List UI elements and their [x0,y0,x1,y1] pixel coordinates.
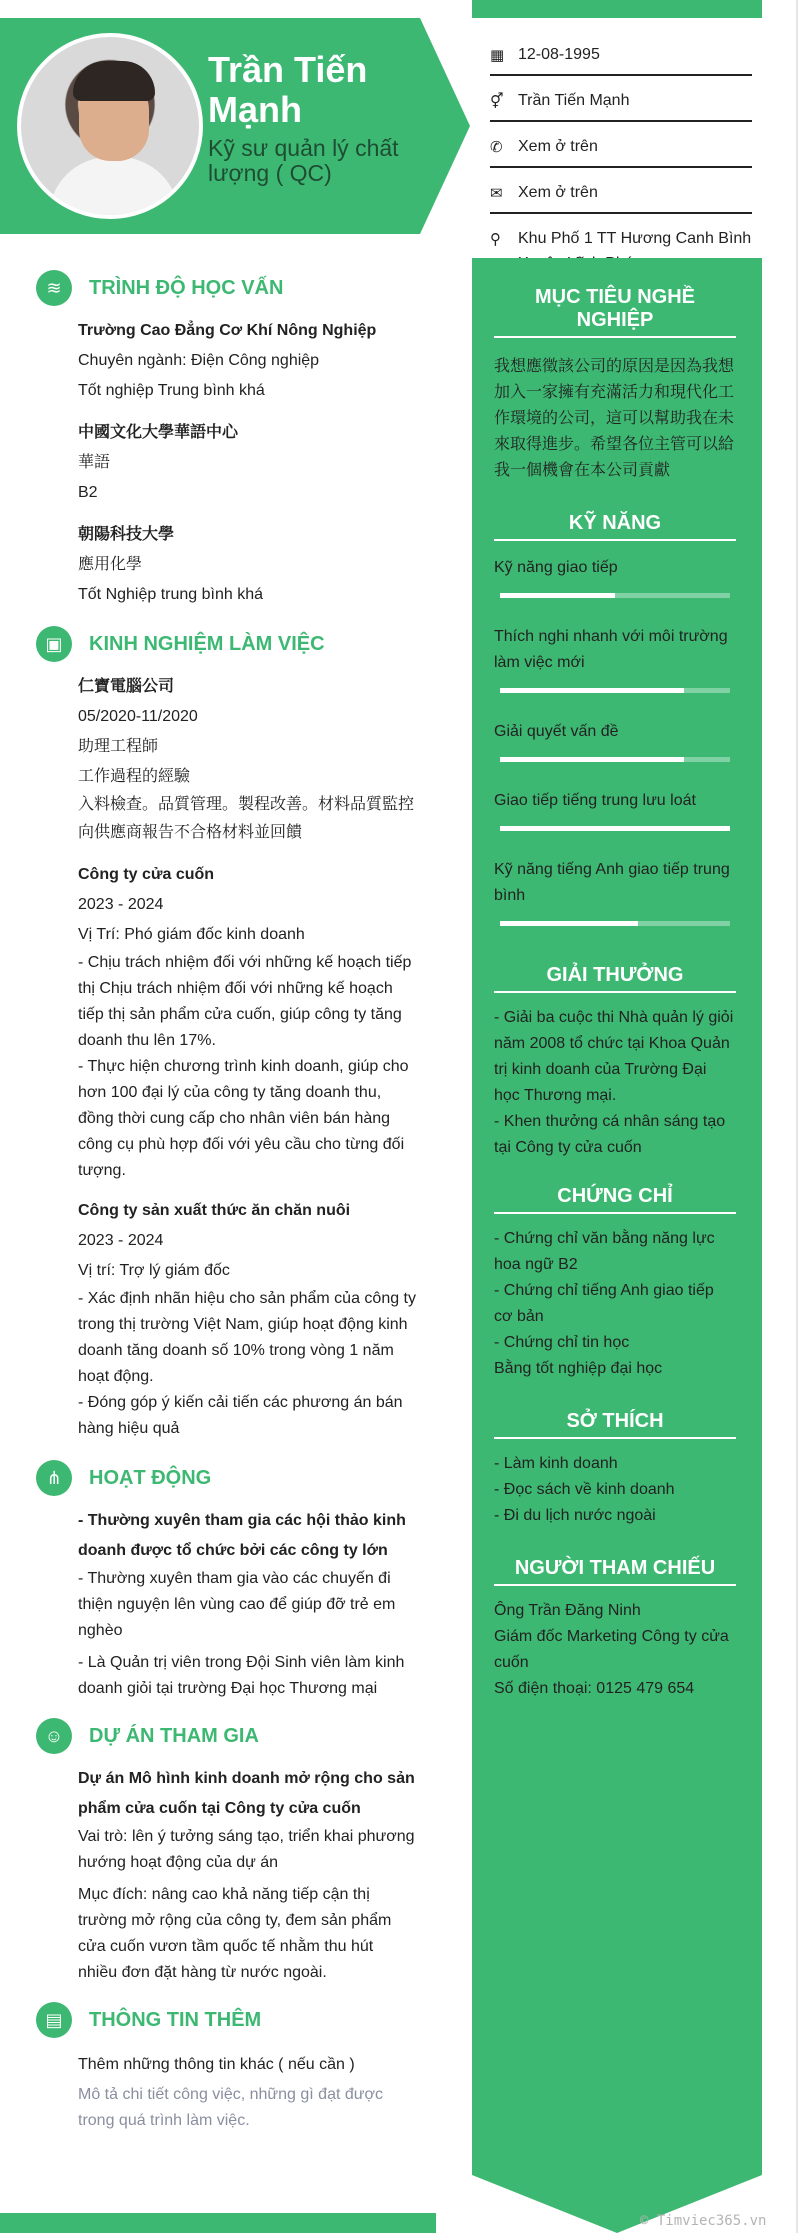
skill-name: Giao tiếp tiếng trung lưu loát [494,792,696,809]
skill-bar-fill [500,757,684,762]
certs-heading: CHỨNG CHỈ [494,1185,736,1214]
school-result: B2 [78,484,98,501]
education-stack-icon: ≋ [36,270,72,306]
skill-item [494,788,736,857]
skill-name: Thích nghi nhanh với môi trường làm việc mới [494,628,728,671]
hobby-item: - Đi du lịch nước ngoài [494,1507,656,1524]
share-icon: ⋔ [36,1460,72,1496]
candidate-name: Trần Tiến Mạnh [208,49,368,130]
contact-list [490,38,752,292]
skill-bar-fill [500,688,684,693]
company-name: Công ty cửa cuốn [78,866,215,883]
skills-heading: KỸ NĂNG [494,512,736,541]
job-desc: 入料檢查。品質管理。製程改善。材料品質監控 [78,796,415,813]
activity-item: - Là Quản trị viên trong Đội Sinh viên làm kinh doanh giỏi tại trường Đại học Thương mại [78,1654,405,1697]
skill-item [494,857,736,926]
skill-item [494,719,736,788]
job-period: 2023 - 2024 [78,896,164,913]
extra-heading: THÔNG TIN THÊM [89,2008,262,2031]
skill-bar [500,593,730,598]
gender-icon: ⚥ [490,93,504,110]
hobby-item: - Đọc sách về kinh doanh [494,1481,675,1498]
contact-text: Trần Tiến Mạnh [518,92,630,109]
school-major: Chuyên ngành: Điện Công nghiệp [78,352,320,369]
contact-text: Xem ở trên [518,184,598,201]
job-desc: 向供應商報告不合格材料並回饋 [78,824,303,841]
activities-section [36,1458,416,1702]
avatar-shirt [49,157,179,219]
skill-bar [500,826,730,831]
skill-name: Kỹ năng tiếng Anh giao tiếp trung bình [494,861,730,904]
cert-item: - Chứng chỉ tiếng Anh giao tiếp cơ bản [494,1282,714,1325]
reference-position: Giám đốc Marketing Công ty cửa cuốn [494,1628,729,1671]
cert-item: - Chứng chỉ tin học [494,1334,630,1351]
activity-item: - Thường xuyên tham gia vào các chuyến đi thiện nguyện lên vùng cao để giúp đỡ trẻ em nghèo [78,1570,396,1639]
skill-bar-fill [500,921,638,926]
activities-heading: HOẠT ĐỘNG [89,1466,212,1489]
school-result: Tốt nghiệp Trung bình khá [78,382,265,399]
activity-headline: - Thường xuyên tham gia các hội thảo kinh doanh được tổ chức bởi các công ty lớn [78,1512,406,1559]
objective-text: 我想應徵該公司的原因是因為我想加入一家擁有充滿活力和現代化工作環境的公司，這可以幫助我在未來取得進步。希望各位主管可以給我一個機會在本公司貢獻 [494,358,735,479]
location-icon: ⚲ [490,231,501,248]
skill-bar-fill [500,593,615,598]
reference-name: Ông Trần Đăng Ninh [494,1602,641,1619]
awards-heading: GIẢI THƯỞNG [494,964,736,993]
job-role: Vị trí: Trợ lý giám đốc [78,1262,230,1279]
job-desc: - Đóng góp ý kiến cải tiến các phương án bán hàng hiệu quả [78,1394,403,1437]
job-period: 05/2020-11/2020 [78,708,198,725]
reference-heading: NGƯỜI THAM CHIẾU [494,1557,736,1586]
education-heading: TRÌNH ĐỘ HỌC VẤN [89,276,284,299]
company-name: 仁寶電腦公司 [78,678,175,695]
cert-item: - Chứng chỉ văn bằng năng lực hoa ngữ B2 [494,1230,715,1273]
project-name: Dự án Mô hình kinh doanh mở rộng cho sản phẩm cửa cuốn tại Công ty cửa cuốn [78,1770,415,1817]
job-role: Vị Trí: Phó giám đốc kinh doanh [78,926,305,943]
job-title: Kỹ sư quản lý chất lượng ( QC) [208,135,399,186]
sidebar-top-strip [472,0,762,18]
reference-phone: Số điện thoại: 0125 479 654 [494,1680,695,1697]
watermark: © Timviec365.vn [640,2213,767,2229]
experience-heading: KINH NGHIỆM LÀM VIỆC [89,632,325,655]
avatar-hair [73,61,155,101]
cert-item: Bằng tốt nghiệp đại học [494,1360,663,1377]
job-period: 2023 - 2024 [78,1232,164,1249]
objective-heading: MỤC TIÊU NGHỀ NGHIỆP [494,286,736,338]
skills-list [494,555,736,926]
education-section [36,268,416,610]
skill-bar [500,757,730,762]
school-result: Tốt Nghiệp trung bình khá [78,586,264,603]
skill-bar [500,688,730,693]
phone-icon: ✆ [490,139,503,156]
contact-birthday [490,38,752,76]
contact-text: Xem ở trên [518,138,598,155]
skill-bar-fill [500,826,730,831]
skill-bar [500,921,730,926]
main-column [36,268,416,2134]
projects-section [36,1716,416,1986]
project-role: Vai trò: lên ý tưởng sáng tạo, triển khai phương hướng hoạt động của dự án [78,1828,415,1871]
team-icon: ☺ [36,1718,72,1754]
extra-line: Thêm những thông tin khác ( nếu cần ) [78,2056,355,2073]
extra-section [36,2000,416,2134]
contact-text: 12-08-1995 [518,46,600,63]
skill-name: Giải quyết vấn đề [494,723,619,740]
school-name: 中國文化大學華語中心 [78,424,239,441]
school-major: 應用化學 [78,556,143,573]
page-edge [796,0,798,2233]
job-desc: - Thực hiện chương trình kinh doanh, giúp cho hơn 100 đại lý của công ty tăng doanh thu, đồng thời cung cấp cho nhân viên bán hàng công cụ phù hợp đối với yêu cầu cho từng đối tượng. [78,1058,409,1179]
extra-description: Mô tả chi tiết công việc, những gì đạt được trong quá trình làm việc. [78,2086,383,2129]
school-major: 華語 [78,454,111,471]
job-desc: 工作過程的經驗 [78,768,191,785]
skill-item [494,555,736,624]
footer-strip [0,2213,436,2233]
calendar-icon: ▦ [490,47,505,64]
job-desc: - Xác định nhãn hiệu cho sản phẩm của công ty trong thị trường Việt Nam, giúp hoạt động kinh doanh tăng doanh số 10% trong vòng 1 năm hoạt động. [78,1290,416,1385]
email-icon: ✉ [490,185,503,202]
projects-heading: DỰ ÁN THAM GIA [89,1724,259,1747]
award-item: - Giải ba cuộc thi Nhà quản lý giỏi năm 2008 tổ chức tại Khoa Quản trị kinh doanh của Trường Đại học Thương mại. [494,1009,734,1104]
award-item: - Khen thưởng cá nhân sáng tạo tại Công ty cửa cuốn [494,1113,726,1156]
project-purpose: Mục đích: nâng cao khả năng tiếp cận thị trường mở rộng của công ty, đem sản phẩm cửa cuốn vươn tầm quốc tế nhằm thu hút nhiều đơn đặt hàng từ nước ngoài. [78,1886,392,1981]
company-name: Công ty sản xuất thức ăn chăn nuôi [78,1202,351,1219]
job-role: 助理工程師 [78,738,159,755]
hobbies-heading: SỞ THÍCH [494,1410,736,1439]
avatar [17,33,203,219]
document-icon: ▤ [36,2002,72,2038]
skill-item [494,624,736,719]
contact-gender [490,84,752,122]
contact-email [490,176,752,214]
school-name: 朝陽科技大學 [78,526,175,543]
sidebar-content [494,258,736,1702]
hobby-item: - Làm kinh doanh [494,1455,618,1472]
id-badge-icon: ▣ [36,626,72,662]
skill-name: Kỹ năng giao tiếp [494,559,618,576]
contact-phone [490,130,752,168]
experience-section [36,624,416,1442]
contact-text: Khu Phố 1 TT Hương Canh Bình [518,230,752,247]
job-desc: - Chịu trách nhiệm đối với những kế hoạch tiếp thị Chịu trách nhiệm đối với những kế hoạch tiếp thị sản phẩm cửa cuốn, giúp công ty tăng doanh thu lên 17%. [78,954,412,1049]
school-name: Trường Cao Đẳng Cơ Khí Nông Nghiệp [78,322,377,339]
